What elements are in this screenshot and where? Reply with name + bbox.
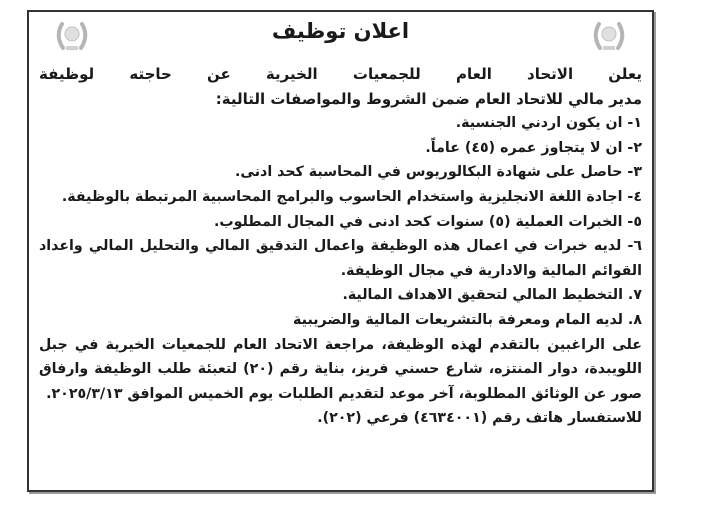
contact-info: للاستفسار هاتف رقم (٤٦٣٤٠٠١) فرعي (٢٠٢). [317,410,642,427]
requirement-item: ١- ان يكون اردني الجنسية. [455,115,642,132]
requirement-item: ٦- لديه خبرات في اعمال هذه الوظيفة واعمال التدقيق المالي والتحليل المالي واعداد القوائم المالية والادارية في مجال الوظيفة. [39,238,642,279]
requirement-item: ٣- حاصل على شهادة البكالوريوس في المحاسبة كحد ادنى. [234,164,642,181]
application-instructions: على الراغبين بالتقدم لهذه الوظيفة، مراجعة الاتحاد العام للجمعيات الخيرية في جبل اللويبدة، دوار المنتزه، شارع حسني فريز، بناية رقم (٢٠) لتعبئة طلب الوظيفة وارفاق صور عن الوثائق المطلوبة، آخر موعد لتقديم الطلبات يوم الخميس الموافق ٢٠٢٥/٣/١٣. [39,336,642,402]
ad-body [39,62,642,431]
requirement-item: ٨. لديه المام ومعرفة بالتشريعات المالية والضريبية [293,311,642,328]
requirement-item: ٥- الخبرات العملية (٥) سنوات كحد ادنى في المجال المطلوب. [213,213,642,230]
job-ad-frame [27,10,654,492]
requirement-item: ٧. التخطيط المالي لتحقيق الاهداف المالية. [342,287,642,304]
ad-title: اعلان توظيف [271,19,410,43]
requirements-list [39,111,642,332]
intro-line-2: مدير مالي للاتحاد العام ضمن الشروط والمواصفات التالية: [215,89,642,108]
requirement-item: ٢- ان لا يتجاوز عمره (٤٥) عاماً. [425,139,642,156]
title-row [29,12,652,60]
association-emblem-icon [590,18,628,54]
requirement-item: ٤- اجادة اللغة الانجليزية واستخدام الحاسوب والبرامج المحاسبية المرتبطة بالوظيفة. [61,188,642,205]
intro-line-1: يعلن الاتحاد العام للجمعيات الخيرية عن حاجته لوظيفة [39,65,642,83]
